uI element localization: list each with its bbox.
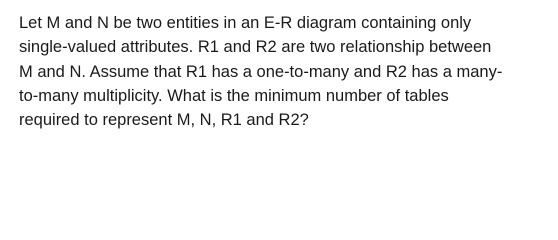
question-line: single-valued attributes. R1 and R2 are two relationship between: [19, 38, 492, 57]
question-line: to-many multiplicity. What is the minimum number of tables: [19, 86, 449, 105]
question-line: Let M and N be two entities in an E-R diagram containing only: [19, 14, 472, 32]
question-line: required to represent M, N, R1 and R2?: [19, 111, 309, 130]
question-line: M and N. Assume that R1 has a one-to-many and R2 has a many-: [19, 62, 503, 81]
question-text: [19, 11, 549, 132]
